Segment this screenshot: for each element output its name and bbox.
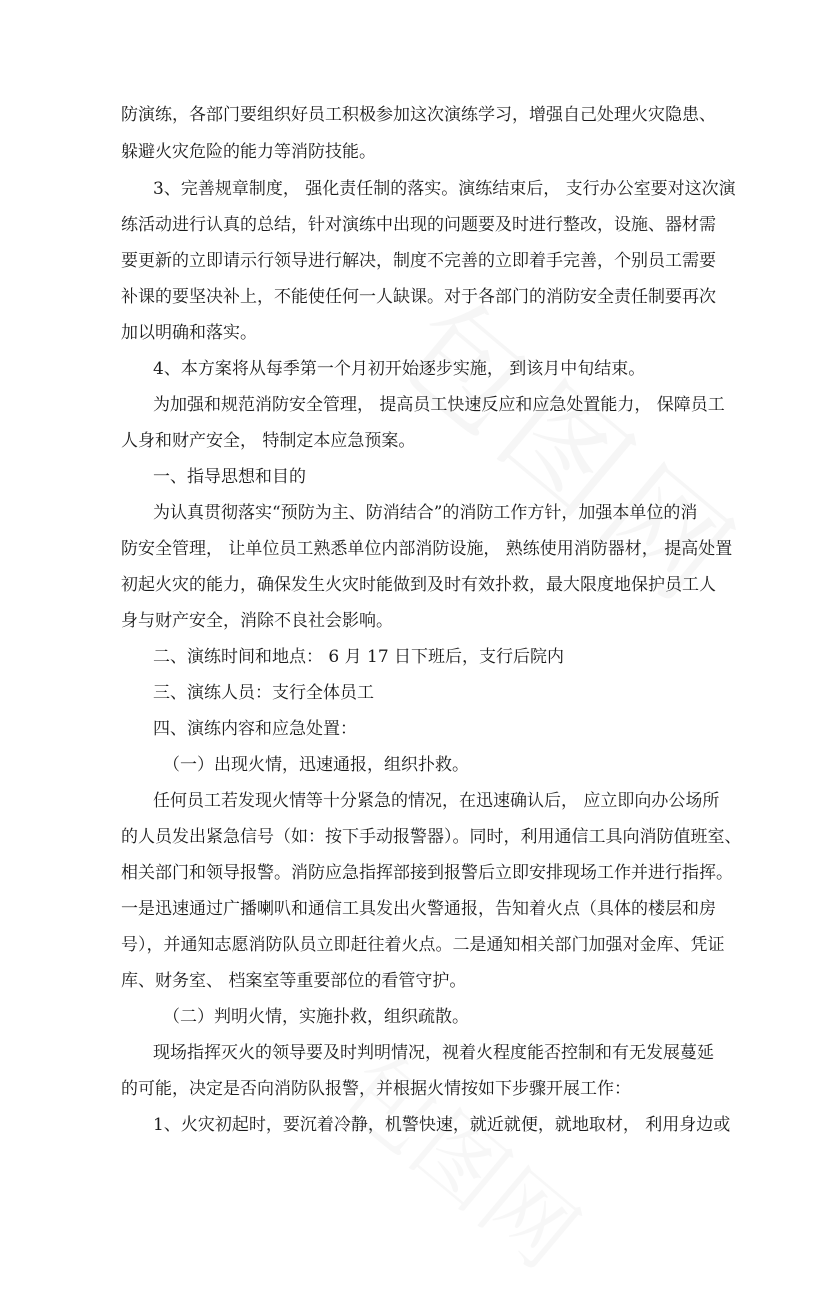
text-line: 防演练，各部门要组织好员工积极参加这次演练学习，增强自己处理火灾隐患、: [121, 105, 716, 125]
text-line: 3、完善规章制度， 强化责任制的落实。演练结束后， 支行办公室要对这次演: [153, 179, 736, 199]
text-line: 要更新的立即请示行领导进行解决，制度不完善的立即着手完善，个别员工需要: [121, 251, 716, 271]
text-line: 补课的要坚决补上，不能使任何一人缺课。对于各部门的消防安全责任制要再次: [121, 287, 716, 307]
subsection-heading: （二）判明火情，实施扑救，组织疏散。: [163, 1007, 469, 1027]
text-line: 的可能，决定是否向消防队报警，并根据火情按如下步骤开展工作：: [121, 1079, 631, 1099]
text-line: 号），并通知志愿消防队员立即赶往着火点。二是通知相关部门加强对金库、凭证: [121, 935, 725, 955]
text-line: 躲避火灾危险的能力等消防技能。: [121, 142, 376, 162]
section-heading: 二、演练时间和地点： 6 月 17 日下班后，支行后院内: [153, 647, 565, 667]
text-line: 防安全管理， 让单位员工熟悉单位内部消防设施， 熟练使用消防器材， 提高处置: [121, 539, 733, 559]
text-line: 4、本方案将从每季第一个月初开始逐步实施， 到该月中旬结束。: [153, 359, 646, 379]
section-heading: 四、演练内容和应急处置：: [153, 719, 357, 739]
text-line: 为加强和规范消防安全管理， 提高员工快速反应和应急处置能力， 保障员工: [153, 395, 725, 415]
text-line: 人身和财产安全， 特制定本应急预案。: [121, 431, 416, 451]
text-line: 相关部门和领导报警。消防应急指挥部接到报警后立即安排现场工作并进行指挥。: [121, 863, 733, 883]
text-line: 一是迅速通过广播喇叭和通信工具发出火警通报，告知着火点（具体的楼层和房: [121, 899, 716, 919]
text-line: 练活动进行认真的总结，针对演练中出现的问题要及时进行整改，设施、器材需: [121, 215, 716, 235]
text-line: 初起火灾的能力，确保发生火灾时能做到及时有效扑救，最大限度地保护员工人: [121, 575, 716, 595]
text-line: 任何员工若发现火情等十分紧急的情况，在迅速确认后， 应立即向办公场所: [153, 791, 720, 811]
text-line: 为认真贯彻落实“预防为主、防消结合”的消防工作方针，加强本单位的消: [153, 503, 698, 523]
text-line: 的人员发出紧急信号（如：按下手动报警器）。同时，利用通信工具向消防值班室、: [121, 827, 742, 847]
text-line: 库、财务室、 档案室等重要部位的看管守护。: [121, 971, 467, 991]
text-line: 身与财产安全，消除不良社会影响。: [121, 611, 393, 631]
section-heading: 一、指导思想和目的: [153, 467, 306, 487]
text-line: 加以明确和落实。: [121, 323, 257, 343]
section-heading: 三、演练人员：支行全体员工: [153, 683, 374, 703]
text-line: 1、火灾初起时，要沉着冷静，机警快速，就近就便，就地取材， 利用身边或: [153, 1115, 731, 1135]
subsection-heading: （一）出现火情，迅速通报，组织扑救。: [163, 755, 469, 775]
text-line: 现场指挥灭火的领导要及时判明情况，视着火程度能否控制和有无发展蔓延: [153, 1043, 714, 1063]
